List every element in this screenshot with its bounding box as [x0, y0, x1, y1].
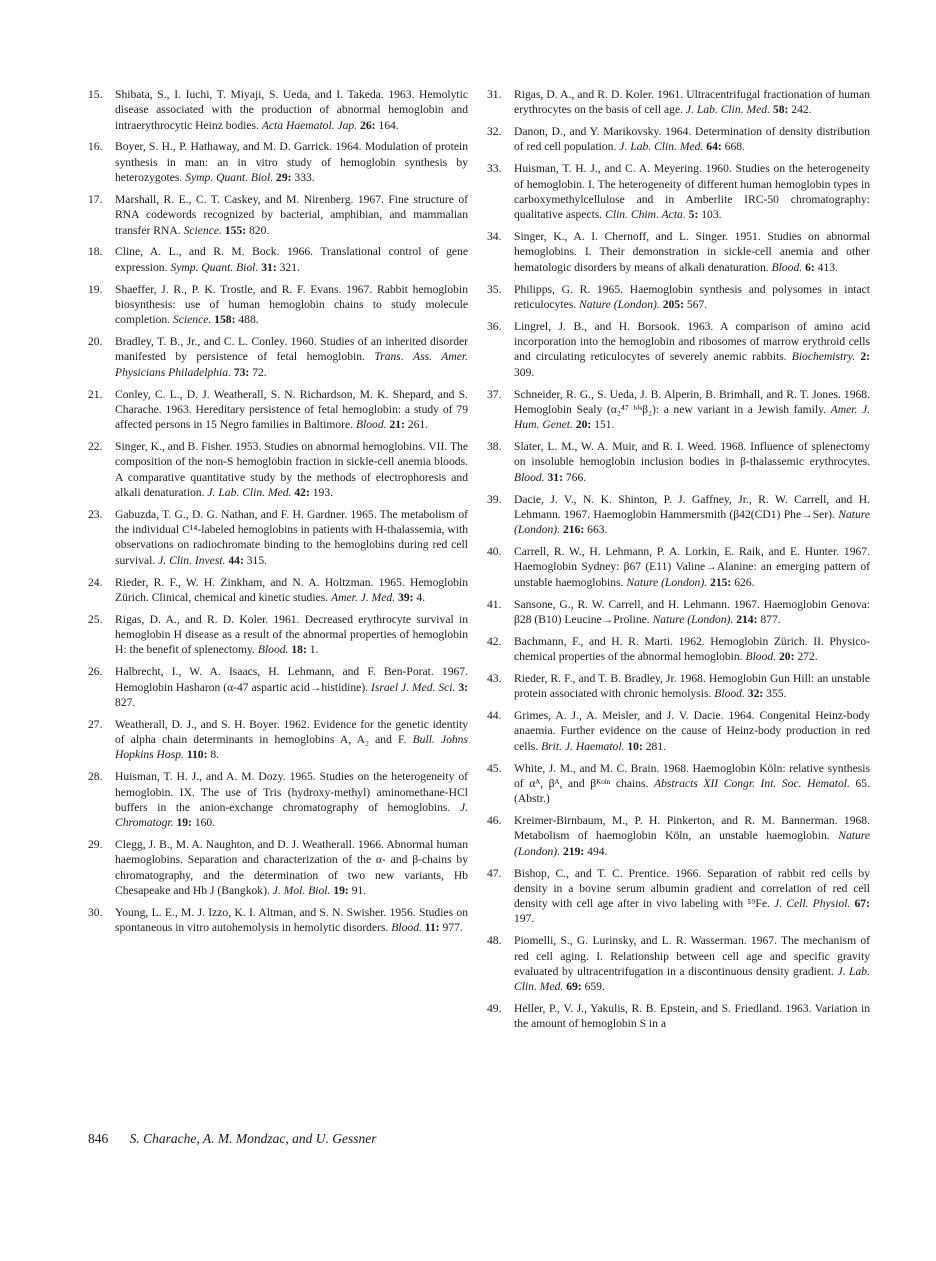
- reference-text: Sansone, G., R. W. Carrell, and H. Lehmann. 1967. Haemoglobin Genova: β28 (B10) Leucine→Proline.: [514, 597, 870, 626]
- reference-pages: 261.: [407, 418, 429, 432]
- reference-volume: 216:: [562, 523, 585, 537]
- reference-text: Carrell, R. W., H. Lehmann, P. A. Lorkin, E. Raik, and E. Hunter. 1967. Haemoglobin Sydney: β67 (E11) Valine→Alanine: an emerging pattern of unstable haemoglobins.: [514, 545, 870, 589]
- reference-number: 44.: [487, 709, 502, 723]
- reference-text: Huisman, T. H. J., and A. M. Dozy. 1965. Studies on the heterogeneity of hemoglobin. IX. The use of Tris (hydroxy-methyl) aminomethane-HCl buffers in the anion-exchange chromatography of hemoglobins.: [115, 770, 468, 814]
- reference-text: Grimes, A. J., A. Meisler, and J. V. Dacie. 1964. Congenital Heinz-body anaemia. Further evidence on the cause of Heinz-body production in red cells.: [514, 709, 870, 753]
- reference-item: [487, 813, 870, 859]
- reference-journal: Nature (London).: [652, 612, 734, 626]
- reference-item: [487, 161, 870, 222]
- reference-volume: 20:: [575, 418, 592, 432]
- reference-text: Huisman, T. H. J., and C. A. Meyering. 1960. Studies on the heterogeneity of hemoglobin. I. The heterogeneity of different human hemoglobin types in carboxymethylcellulose and in Amberlite IRC-50 chromatography: qualitative aspects.: [514, 162, 870, 222]
- reference-text: Singer, K., A. I. Chernoff, and L. Singer. 1951. Studies on abnormal hemoglobins. I. Their demonstration in sickle-cell anemia and other hematologic disorders by means of alkali denaturation.: [514, 230, 870, 274]
- reference-volume: 215:: [710, 575, 732, 589]
- reference-number: 47.: [487, 866, 502, 880]
- reference-item: [88, 612, 468, 658]
- reference-journal: Science.: [183, 223, 222, 237]
- reference-item: [88, 244, 468, 275]
- reference-journal: Blood.: [771, 260, 803, 274]
- reference-text: Shibata, S., I. Iuchi, T. Miyaji, S. Ueda, and I. Takeda. 1963. Hemolytic disease associated with the production of abnormal hemoglobin and intraerythrocytic Heinz bodies.: [115, 88, 468, 132]
- reference-pages: 877.: [760, 612, 781, 626]
- reference-number: 31.: [487, 88, 502, 101]
- reference-pages: 766.: [565, 470, 587, 484]
- reference-item: [88, 334, 468, 380]
- reference-volume: 158:: [214, 313, 236, 327]
- reference-item: [487, 761, 870, 807]
- reference-volume: 42:: [294, 485, 310, 499]
- reference-text: Rieder, R. F., and T. B. Bradley, Jr. 1968. Hemoglobin Gun Hill: an unstable protein associated with chronic hemolysis.: [514, 671, 870, 701]
- reference-item: [88, 282, 468, 328]
- reference-journal: Science.: [172, 313, 212, 327]
- reference-volume: 20:: [779, 650, 795, 664]
- reference-number: 49.: [487, 1002, 502, 1016]
- reference-item: [487, 1001, 870, 1032]
- reference-text: Gabuzda, T. G., D. G. Nathan, and F. H. Gardner. 1965. The metabolism of the individual C¹⁴-labeled hemoglobins in patients with H-thalassemia, with observations on radiochromate binding to the hemoglobins during red cell survival.: [115, 507, 468, 567]
- reference-journal: J. Lab. Clin. Med.: [685, 103, 770, 117]
- reference-item: [88, 387, 468, 433]
- reference-number: 46.: [487, 814, 502, 828]
- reference-journal: Clin. Chim. Acta.: [605, 208, 686, 222]
- reference-item: [487, 319, 870, 380]
- reference-volume: 58:: [772, 103, 789, 117]
- reference-volume: 29:: [276, 171, 292, 185]
- reference-item: [88, 507, 468, 568]
- reference-journal: Nature (London).: [514, 507, 870, 537]
- reference-item: [487, 708, 870, 754]
- reference-volume: 3:: [458, 680, 468, 694]
- reference-journal: Brit. J. Haematol.: [541, 739, 625, 753]
- reference-number: 25.: [88, 612, 103, 626]
- reference-text: Kreimer-Birnbaum, M., P. H. Pinkerton, and R. M. Bannerman. 1968. Metabolism of haemoglobin Köln, an unstable haemoglobin.: [514, 814, 870, 843]
- reference-journal: J. Lab. Clin. Med.: [619, 140, 704, 154]
- reference-text: Boyer, S. H., P. Hathaway, and M. D. Garrick. 1964. Modulation of protein synthesis in man: an in vitro study of hemoglobin synthesis by heterozygotes.: [115, 140, 468, 185]
- reference-text: Bishop, C., and T. C. Prentice. 1966. Separation of rabbit red cells by density in a bovine serum albumin gradient and correlation of red cell density with cell age after in vivo labeling with ⁵⁹Fe.: [514, 866, 870, 911]
- reference-number: 35.: [487, 282, 502, 296]
- reference-volume: 69:: [566, 980, 582, 994]
- reference-volume: 19:: [176, 816, 192, 830]
- running-author-line: S. Charache, A. M. Mondzac, and U. Gessner: [129, 1131, 377, 1146]
- reference-text: Schneider, R. G., S. Ueda, J. B. Alperin, B. Brimhall, and R. T. Jones. 1968. Hemoglobin Sealy (α₂⁴⁷ ʰⁱˢβ₂): a new variant in a Jewish family.: [514, 387, 870, 416]
- reference-pages: 151.: [594, 418, 615, 432]
- reference-journal: Blood.: [355, 418, 387, 432]
- reference-text: Bradley, T. B., Jr., and C. L. Conley. 1960. Studies of an inherited disorder manifested by persistence of fetal hemoglobin.: [115, 335, 468, 364]
- page-footer: [88, 1131, 376, 1147]
- reference-pages: 827.: [115, 695, 136, 709]
- reference-number: 19.: [88, 282, 103, 296]
- reference-text: Heller, P., V. J., Yakulis, R. B. Epstein, and S. Friedland. 1963. Variation in the amount of hemoglobin S in a: [514, 1002, 870, 1031]
- reference-number: 39.: [487, 492, 502, 506]
- reference-item: [88, 664, 468, 710]
- reference-text: Dacie, J. V., N. K. Shinton, P. J. Gaffney, Jr., R. W. Carrell, and H. Lehmann. 1967. Haemoglobin Hammersmith (β42(CD1) Phe→Ser).: [514, 492, 870, 521]
- reference-text: Singer, K., and B. Fisher. 1953. Studies on abnormal hemoglobins. VII. The composition of the non-S hemoglobin fraction in sickle-cell anemia bloods. A comparative quantitative study by the methods of electrophoresis and alkali denaturation.: [115, 440, 468, 499]
- reference-item: [88, 575, 468, 606]
- reference-pages: 65. (Abstr.): [514, 776, 870, 806]
- reference-number: 41.: [487, 597, 502, 611]
- reference-journal: Amer. J. Med.: [331, 590, 396, 604]
- reference-journal: Abstracts XII Congr. Int. Soc. Hematol.: [654, 776, 850, 790]
- reference-volume: 32:: [747, 687, 764, 701]
- reference-number: 45.: [487, 761, 502, 775]
- reference-text: Clegg, J. B., M. A. Naughton, and D. J. Weatherall. 1966. Abnormal human haemoglobins. Separation and characterization of the α- and β-chains by chromatography, and the determination of two new variants, Hb Chesapeake and Hb J (Bangkok).: [115, 838, 468, 897]
- reference-pages: 659.: [584, 980, 605, 994]
- reference-text: Bachmann, F., and H. R. Marti. 1962. Hemoglobin Zürich. II. Physico-chemical properties of the abnormal hemoglobin.: [514, 634, 870, 664]
- reference-item: [487, 597, 870, 628]
- reference-item: [88, 87, 468, 133]
- reference-text: Slater, L. M., W. A. Muir, and R. I. Weed. 1968. Influence of splenectomy on insoluble hemoglobin inclusion bodies in β-thalassemic erythrocytes.: [514, 440, 870, 469]
- reference-volume: 18:: [291, 643, 307, 657]
- reference-journal: J. Cell. Physiol.: [774, 897, 851, 911]
- reference-item: [88, 837, 468, 898]
- reference-volume: 31:: [547, 470, 563, 484]
- reference-pages: 663.: [587, 523, 608, 537]
- reference-number: 20.: [88, 335, 103, 349]
- reference-number: 43.: [487, 671, 502, 685]
- reference-volume: 64:: [706, 140, 722, 154]
- reference-journal: J. Mol. Biol.: [272, 883, 331, 897]
- reference-volume: 26:: [360, 118, 376, 132]
- reference-item: [487, 933, 870, 994]
- reference-number: 48.: [487, 934, 502, 948]
- reference-journal: Amer. J. Hum. Genet.: [514, 402, 870, 432]
- reference-item: [487, 387, 870, 433]
- reference-item: [487, 124, 870, 155]
- reference-journal: J. Clin. Invest.: [158, 553, 226, 567]
- reference-item: [487, 492, 870, 538]
- reference-pages: 103.: [701, 208, 722, 222]
- reference-journal: Biochemistry.: [791, 350, 856, 364]
- reference-pages: 309.: [514, 365, 535, 379]
- reference-journal: J. Chromatogr.: [115, 800, 468, 830]
- reference-text: Shaeffer, J. R., P. K. Trostle, and R. F. Evans. 1967. Rabbit hemoglobin biosynthesis: use of human hemoglobin chains to study molecule completion.: [115, 282, 468, 327]
- reference-number: 16.: [88, 140, 103, 154]
- reference-journal: Bull. Johns Hopkins Hosp.: [115, 733, 468, 762]
- reference-journal: J. Lab. Clin. Med.: [514, 964, 870, 994]
- reference-item: [487, 866, 870, 927]
- reference-volume: 214:: [736, 612, 758, 626]
- reference-number: 17.: [88, 192, 103, 206]
- reference-volume: 10:: [627, 739, 643, 753]
- reference-number: 29.: [88, 838, 103, 852]
- reference-journal: Symp. Quant. Biol.: [170, 260, 259, 274]
- reference-volume: 67:: [854, 897, 870, 911]
- reference-pages: 668.: [724, 140, 745, 154]
- reference-pages: 488.: [238, 313, 259, 327]
- reference-pages: 321.: [279, 260, 300, 274]
- reference-number: 27.: [88, 717, 103, 731]
- reference-pages: 272.: [797, 650, 818, 664]
- reference-number: 37.: [487, 387, 502, 401]
- reference-volume: 155:: [224, 223, 247, 237]
- reference-pages: 494.: [587, 844, 608, 858]
- reference-text: Rigas, D. A., and R. D. Koler. 1961. Ultracentrifugal fractionation of human erythrocytes on the basis of cell age.: [514, 88, 870, 117]
- reference-journal: Israel J. Med. Sci.: [371, 680, 456, 694]
- reference-number: 24.: [88, 575, 103, 589]
- reference-text: Halbrecht, I., W. A. Isaacs, H. Lehmann, and F. Ben-Porat. 1967. Hemoglobin Hasharon (α-47 aspartic acid→histidine).: [115, 665, 468, 694]
- reference-item: [88, 139, 468, 185]
- reference-journal: J. Lab. Clin. Med.: [207, 485, 292, 499]
- reference-number: 22.: [88, 440, 103, 454]
- reference-journal: Blood.: [257, 643, 289, 657]
- reference-journal: Blood.: [745, 650, 777, 664]
- reference-item: [487, 87, 870, 118]
- reference-journal: Acta Haematol. Jap.: [261, 118, 358, 132]
- reference-text: Piomelli, S., G. Lurinsky, and L. R. Wasserman. 1967. The mechanism of red cell aging. I. Relationship between cell age and specific gravity evaluated by ultracentrifugation in a discontinuous density gradient.: [514, 934, 870, 978]
- reference-journal: Blood.: [714, 687, 745, 701]
- reference-pages: 567.: [686, 297, 708, 311]
- reference-journal: Nature (London).: [579, 297, 660, 311]
- reference-pages: 1.: [309, 643, 319, 657]
- references-right-column: [487, 87, 870, 1038]
- reference-text: White, J. M., and M. C. Brain. 1968. Haemoglobin Köln: relative synthesis of αᴬ, βᴬ, and βᴷᵒˡⁿ chains.: [514, 761, 870, 790]
- reference-journal: Symp. Quant. Biol.: [185, 171, 274, 185]
- reference-volume: 31:: [261, 260, 277, 274]
- reference-pages: 315.: [246, 553, 268, 567]
- reference-number: 30.: [88, 905, 103, 919]
- reference-pages: 413.: [817, 260, 838, 274]
- reference-pages: 91.: [351, 883, 367, 897]
- reference-pages: 333.: [294, 171, 315, 185]
- reference-item: [88, 717, 468, 763]
- reference-text: Young, L. E., M. J. Izzo, K. I. Altman, and S. N. Swisher. 1956. Studies on spontaneous in vitro autohemolysis in hemolytic disorders.: [115, 905, 468, 935]
- reference-journal: Nature (London).: [626, 575, 708, 589]
- reference-number: 33.: [487, 162, 502, 176]
- reference-journal: Nature (London).: [514, 829, 870, 858]
- reference-volume: 73:: [233, 365, 250, 379]
- reference-volume: 39:: [398, 590, 414, 604]
- reference-pages: 242.: [791, 103, 812, 117]
- reference-number: 15.: [88, 88, 103, 101]
- reference-number: 26.: [88, 665, 103, 679]
- reference-number: 38.: [487, 440, 502, 454]
- reference-number: 36.: [487, 319, 502, 333]
- reference-volume: 5:: [688, 208, 699, 222]
- reference-volume: 205:: [662, 297, 684, 311]
- reference-pages: 8.: [210, 748, 220, 762]
- reference-pages: 197.: [514, 912, 535, 926]
- reference-number: 21.: [88, 387, 103, 401]
- reference-journal: Trans. Ass. Amer. Physicians Philadelphia.: [115, 350, 468, 379]
- reference-number: 28.: [88, 770, 103, 784]
- reference-text: Rieder, R. F., W. H. Zinkham, and N. A. Holtzman. 1965. Hemoglobin Zürich. Clinical, chemical and kinetic studies.: [115, 575, 468, 604]
- reference-number: 32.: [487, 125, 502, 139]
- reference-text: Weatherall, D. J., and S. H. Boyer. 1962. Evidence for the genetic identity of alpha chain determinants in hemoglobins A, A₂ and F.: [115, 717, 468, 747]
- reference-volume: 6:: [805, 260, 815, 274]
- reference-volume: 110:: [186, 748, 208, 762]
- reference-item: [487, 544, 870, 590]
- reference-item: [487, 229, 870, 275]
- reference-number: 23.: [88, 507, 103, 521]
- reference-item: [88, 769, 468, 830]
- reference-pages: 160.: [194, 816, 216, 830]
- reference-volume: 44:: [228, 553, 244, 567]
- reference-text: Danon, D., and Y. Marikovsky. 1964. Determination of density distribution of red cell population.: [514, 125, 870, 154]
- reference-pages: 820.: [248, 223, 270, 237]
- reference-volume: 19:: [333, 883, 349, 897]
- reference-item: [88, 905, 468, 936]
- reference-number: 18.: [88, 245, 103, 259]
- reference-volume: 2:: [860, 350, 870, 364]
- references-left-column: [88, 87, 468, 942]
- page-number: 846: [88, 1131, 109, 1146]
- reference-volume: 219:: [562, 844, 585, 858]
- reference-item: [88, 439, 468, 500]
- reference-pages: 355.: [766, 687, 787, 701]
- reference-text: Conley, C. L., D. J. Weatherall, S. N. Richardson, M. K. Shepard, and S. Charache. 1963. Hereditary persistence of fetal hemoglobin: a study of 79 affected persons in 15 Negro families in Baltimore.: [115, 387, 468, 432]
- reference-text: Cline, A. L., and R. M. Bock. 1966. Translational control of gene expression.: [115, 245, 468, 274]
- reference-pages: 281.: [645, 739, 667, 753]
- reference-pages: 4.: [416, 590, 426, 604]
- reference-item: [487, 634, 870, 665]
- reference-text: Marshall, R. E., C. T. Caskey, and M. Nirenberg. 1967. Fine structure of RNA codewords recognized by bacterial, amphibian, and mammalian transfer RNA.: [115, 192, 468, 237]
- reference-item: [88, 192, 468, 238]
- reference-volume: 21:: [389, 418, 405, 432]
- reference-text: Philipps, G. R. 1965. Haemoglobin synthesis and polysomes in intact reticulocytes.: [514, 282, 870, 311]
- reference-pages: 193.: [312, 485, 334, 499]
- reference-volume: 11:: [424, 921, 440, 935]
- reference-journal: Blood.: [514, 470, 545, 484]
- reference-text: Rigas, D. A., and R. D. Koler. 1961. Decreased erythrocyte survival in hemoglobin H disease as a result of the abnormal properties of hemoglobin H: the benefit of splenectomy.: [115, 612, 468, 657]
- reference-item: [487, 671, 870, 702]
- reference-pages: 626.: [734, 575, 755, 589]
- reference-item: [487, 439, 870, 485]
- reference-number: 40.: [487, 545, 502, 559]
- reference-journal: Blood.: [391, 921, 422, 935]
- reference-text: Lingrel, J. B., and H. Borsook. 1963. A comparison of amino acid incorporation into the hemoglobin and ribosomes of marrow erythroid cells and circulating reticulocytes of severely anemic rabbits.: [514, 319, 870, 364]
- reference-number: 42.: [487, 634, 502, 648]
- reference-item: [487, 282, 870, 313]
- reference-number: 34.: [487, 230, 502, 244]
- reference-pages: 164.: [378, 118, 399, 132]
- reference-pages: 977.: [442, 921, 463, 935]
- reference-pages: 72.: [252, 365, 267, 379]
